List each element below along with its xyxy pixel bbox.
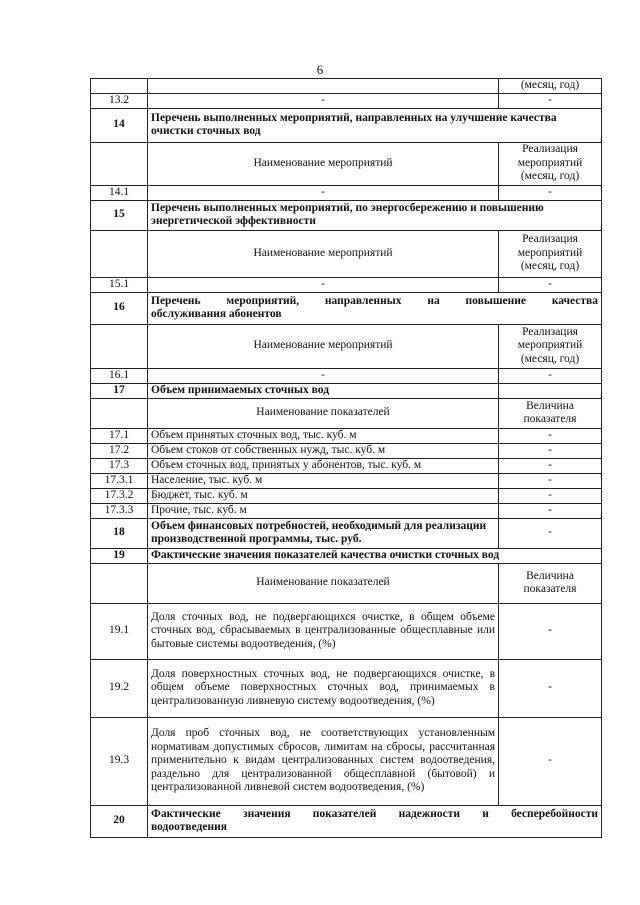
- row-number: 17.3.3: [91, 503, 148, 518]
- column-header-name: Наименование показателей: [148, 563, 499, 603]
- section-header-row: [91, 383, 602, 398]
- column-header-row: [91, 324, 602, 368]
- table-row: [91, 458, 602, 473]
- cell-empty: [91, 142, 148, 185]
- row-value: -: [499, 473, 602, 488]
- row-number: 17.1: [91, 428, 148, 443]
- row-value: -: [499, 185, 602, 200]
- table-row: [91, 503, 602, 518]
- cell-empty: [499, 383, 602, 398]
- section-title: Объем принимаемых сточных вод: [148, 383, 499, 398]
- table-row: [91, 603, 602, 659]
- column-header-continued: (месяц, год): [499, 79, 602, 94]
- section-title-line: водоотведения: [151, 821, 227, 833]
- section-number: 19: [91, 548, 148, 563]
- cell-empty: [91, 324, 148, 368]
- table-row: [91, 185, 602, 200]
- row-number: 17.2: [91, 443, 148, 458]
- section-title: [148, 292, 602, 324]
- section-title-line: Фактические значения показателей надежности и бесперебойности: [151, 807, 598, 820]
- row-value: -: [499, 518, 602, 548]
- column-header-row: [91, 398, 602, 428]
- section-number: 20: [91, 805, 148, 837]
- section-title: Фактические значения показателей качества очистки сточных вод: [148, 548, 602, 563]
- table-row: [91, 428, 602, 443]
- section-title: Объем финансовых потребностей, необходимый для реализации производственной программы, тыс. руб.: [148, 518, 499, 548]
- row-value: -: [499, 603, 602, 659]
- table-row: [91, 473, 602, 488]
- section-number: 18: [91, 518, 148, 548]
- row-description: -: [148, 93, 499, 108]
- section-header-row: [91, 548, 602, 563]
- column-header-name: Наименование мероприятий: [148, 324, 499, 368]
- row-description: -: [148, 368, 499, 383]
- row-number: 16.1: [91, 368, 148, 383]
- row-description: Бюджет, тыс. куб. м: [148, 488, 499, 503]
- row-number: 19.2: [91, 659, 148, 717]
- section-title: Перечень выполненных мероприятий, по энергосбережению и повышению энергетической эффективности: [148, 200, 602, 230]
- section-header-row: [91, 518, 602, 548]
- row-value: -: [499, 443, 602, 458]
- row-value: -: [499, 488, 602, 503]
- row-number: 19.1: [91, 603, 148, 659]
- table-row: [91, 659, 602, 717]
- row-value: -: [499, 93, 602, 108]
- row-description: Население, тыс. куб. м: [148, 473, 499, 488]
- row-number: 17.3.1: [91, 473, 148, 488]
- column-header-realization: Реализация мероприятий (месяц, год): [499, 230, 602, 277]
- column-header-realization: Реализация мероприятий (месяц, год): [499, 142, 602, 185]
- row-value: -: [499, 717, 602, 805]
- section-number: 14: [91, 108, 148, 142]
- row-value: -: [499, 277, 602, 292]
- table-row: [91, 443, 602, 458]
- row-value: -: [499, 428, 602, 443]
- column-header-name: Наименование мероприятий: [148, 142, 499, 185]
- section-header-row: [91, 108, 602, 142]
- column-header-row: [91, 230, 602, 277]
- section-header-row: [91, 292, 602, 324]
- column-header-value: Величина показателя: [499, 398, 602, 428]
- table-row: [91, 368, 602, 383]
- row-value: -: [499, 458, 602, 473]
- section-title: [148, 805, 602, 837]
- row-description: -: [148, 277, 499, 292]
- cell-empty: [91, 398, 148, 428]
- row-number: 19.3: [91, 717, 148, 805]
- page-number: 6: [316, 62, 324, 77]
- table-row: [91, 93, 602, 108]
- row-number: 13.2: [91, 93, 148, 108]
- section-header-row: [91, 805, 602, 837]
- row-description: Прочие, тыс. куб. м: [148, 503, 499, 518]
- section-title: Перечень выполненных мероприятий, направленных на улучшение качества очистки сточных вод: [148, 108, 602, 142]
- section-title-line: Перечень мероприятий, направленных на повышение качества: [151, 294, 598, 307]
- production-program-table: [90, 78, 602, 838]
- column-header-name: Наименование показателей: [148, 398, 499, 428]
- table-row: [91, 277, 602, 292]
- row-number: 17.3: [91, 458, 148, 473]
- cell-empty: [148, 79, 499, 94]
- section-number: 16: [91, 292, 148, 324]
- row-number: 15.1: [91, 277, 148, 292]
- column-header-realization: Реализация мероприятий (месяц, год): [499, 324, 602, 368]
- row-value: -: [499, 659, 602, 717]
- table-row: [91, 717, 602, 805]
- table-row: [91, 79, 602, 94]
- row-description: Доля поверхностных сточных вод, не подвергающихся очистке, в общем объеме поверхностных сточных вод, принимаемых в централизованную ливневую систему водоотведения, (%): [148, 659, 499, 717]
- row-description: Объем стоков от собственных нужд, тыс. куб. м: [148, 443, 499, 458]
- row-value: -: [499, 503, 602, 518]
- column-header-row: [91, 142, 602, 185]
- column-header-row: [91, 563, 602, 603]
- column-header-value: Величина показателя: [499, 563, 602, 603]
- section-header-row: [91, 200, 602, 230]
- section-title-line: обслуживания абонентов: [151, 308, 282, 320]
- cell-empty: [91, 563, 148, 603]
- table-row: [91, 488, 602, 503]
- row-number: 14.1: [91, 185, 148, 200]
- section-number: 17: [91, 383, 148, 398]
- row-value: -: [499, 368, 602, 383]
- row-description: Объем принятых сточных вод, тыс. куб. м: [148, 428, 499, 443]
- row-number: 17.3.2: [91, 488, 148, 503]
- cell-empty: [91, 79, 148, 94]
- row-description: -: [148, 185, 499, 200]
- cell-empty: [91, 230, 148, 277]
- row-description: Объем сточных вод, принятых у абонентов, тыс. куб. м: [148, 458, 499, 473]
- row-description: Доля проб сточных вод, не соответствующих установленным нормативам допустимых сбросов, лимитам на сбросы, рассчитанная применительно к видам централизованных систем водоотведения, раздельно для централизованной общесплавной (бытовой) и централизованной ливневой систем водоотведения, (%): [148, 717, 499, 805]
- row-description: Доля сточных вод, не подвергающихся очистке, в общем объеме сточных вод, сбрасываемых в централизованные общесплавные или бытовые системы водоотведения, (%): [148, 603, 499, 659]
- section-number: 15: [91, 200, 148, 230]
- column-header-name: Наименование мероприятий: [148, 230, 499, 277]
